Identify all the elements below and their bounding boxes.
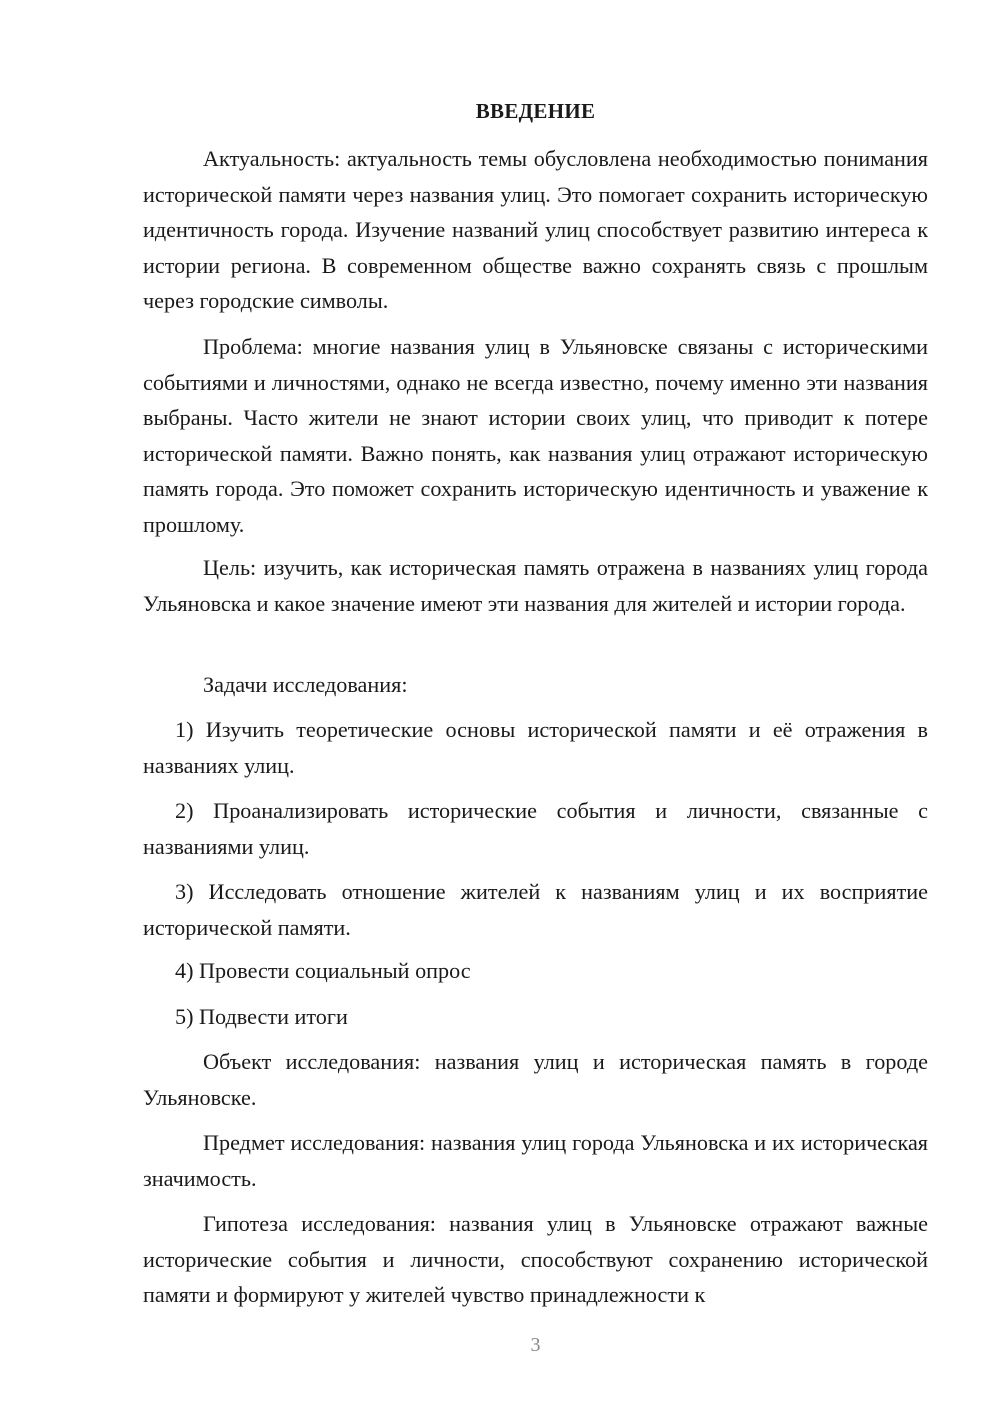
tasks-title: Задачи исследования: bbox=[203, 672, 408, 697]
paragraph-relevance: Актуальность: актуальность темы обусловлена необходимостью понимания исторической памяти через названия улиц. Это помогает сохранить историческую идентичность города. Изучение названий улиц способствует развитию интереса к истории региона. В современном обществе важно сохранять связь с прошлым через городские символы. bbox=[143, 146, 928, 313]
section-heading: ВВЕДЕНИЕ bbox=[475, 99, 596, 123]
document-page bbox=[143, 0, 928, 1414]
task-item-5: 5) Подвести итоги bbox=[175, 1004, 348, 1029]
paragraph-subject: Предмет исследования: названия улиц города Ульяновска и их историческая значимость. bbox=[143, 1130, 928, 1191]
paragraph-problem: Проблема: многие названия улиц в Ульяновске связаны с историческими событиями и личностями, однако не всегда известно, почему именно эти названия выбраны. Часто жители не знают истории своих улиц, что приводит к потере исторической памяти. Важно понять, как названия улиц отражают историческую память города. Это поможет сохранить историческую идентичность и уважение к прошлому. bbox=[143, 334, 928, 537]
paragraph-hypothesis: Гипотеза исследования: названия улиц в Ульяновске отражают важные исторические события и личности, способствуют сохранению исторической памяти и формируют у жителей чувство принадлежности к bbox=[143, 1211, 928, 1307]
page-number: 3 bbox=[530, 1334, 541, 1356]
paragraph-goal: Цель: изучить, как историческая память отражена в названиях улиц города Ульяновска и какое значение имеют эти названия для жителей и истории города. bbox=[143, 555, 928, 616]
task-item-1: 1) Изучить теоретические основы исторической памяти и её отражения в названиях улиц. bbox=[143, 717, 928, 778]
paragraph-object: Объект исследования: названия улиц и историческая память в городе Ульяновске. bbox=[143, 1049, 928, 1110]
task-item-3: 3) Исследовать отношение жителей к названиям улиц и их восприятие исторической памяти. bbox=[143, 879, 928, 940]
task-item-2: 2) Проанализировать исторические события и личности, связанные с названиями улиц. bbox=[143, 798, 928, 859]
task-item-4: 4) Провести социальный опрос bbox=[175, 958, 471, 983]
